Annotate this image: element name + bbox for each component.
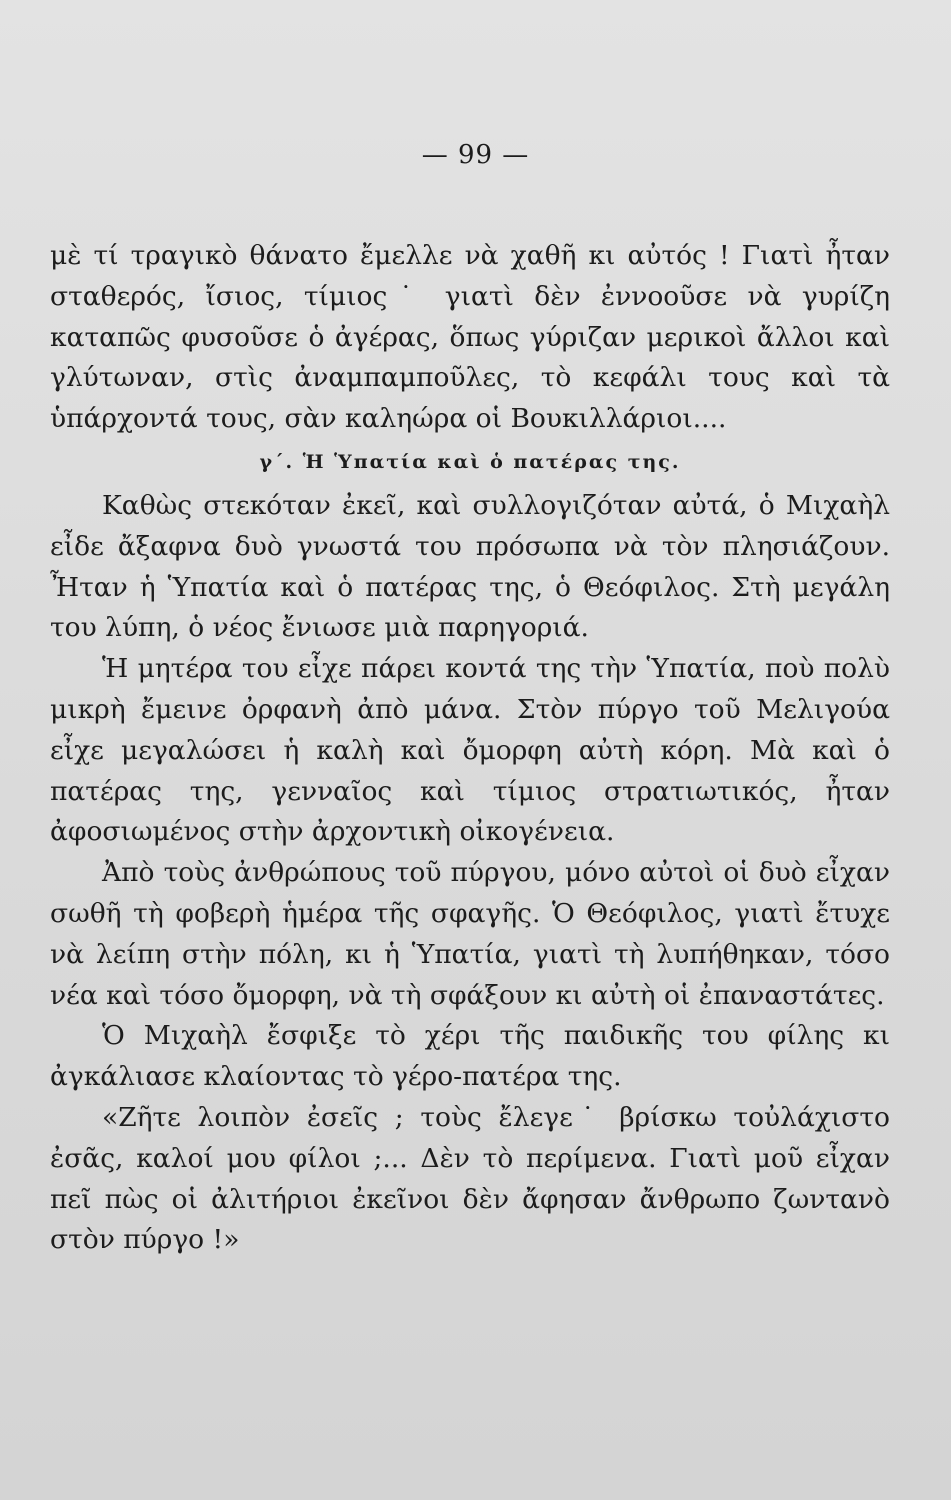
paragraph: Καθὼς στεκόταν ἐκεῖ, καὶ συλλογιζόταν αὐτά, ὁ Μιχαὴλ εἶδε ἄξαφνα δυὸ γνωστά του πρόσωπα νὰ τὸν πλησιάζουν. Ἦταν ἡ Ὑπατία καὶ ὁ πατέρας της, ὁ Θεόφιλος. Στὴ μεγάλη του λύπη, ὁ νέος ἔνιωσε μιὰ παρηγοριά. xyxy=(50,489,890,644)
paragraph: Ἀπὸ τοὺς ἀνθρώπους τοῦ πύργου, μόνο αὐτοὶ οἱ δυὸ εἶχαν σωθῆ τὴ φοβερὴ ἡμέρα τῆς σφαγῆς. Ὁ Θεόφιλος, γιατὶ ἔτυχε νὰ λείπη στὴν πόλη, κι ἡ Ὑπατία, γιατὶ τὴ λυπήθηκαν, τόσο νέα καὶ τόσο ὄμορφη, νὰ τὴ σφάξουν κι αὐτὴ οἱ ἐπαναστάτες. xyxy=(50,857,890,1011)
paragraph: Ἡ μητέρα του εἶχε πάρει κοντά της τὴν Ὑπατία, ποὺ πολὺ μικρὴ ἔμεινε ὀρφανὴ ἀπὸ μάνα. Στὸν πύργο τοῦ Μελιγούα εἶχε μεγαλώσει ἡ καλὴ καὶ ὄμορφη αὐτὴ κόρη. Μὰ καὶ ὁ πατέρας της, γενναῖος καὶ τίμιος στρατιωτικός, ἦταν ἀφοσιωμένος στὴν ἀρχοντικὴ οἰκογένεια. xyxy=(50,653,890,848)
paragraph: Ὁ Μιχαὴλ ἔσφιξε τὸ χέρι τῆς παιδικῆς του φίλης κι ἀγκάλιασε κλαίοντας τὸ γέρο-πατέρα της. xyxy=(50,1020,890,1093)
paragraph-continuation: μὲ τί τραγικὸ θάνατο ἔμελλε νὰ χαθῆ κι αὐτός ! Γιατὶ ἦταν σταθερός, ἴσιος, τίμιος˙ γιατὶ δὲν ἐννοοῦσε νὰ γυρίζη καταπῶς φυσοῦσε ὁ ἀγέρας, ὅπως γύριζαν μερικοὶ ἄλλοι καὶ γλύτωναν, στὶς ἀναμπαμποῦλες, τὸ κεφάλι τους καὶ τὰ ὑπάρχοντά τους, σὰν καληώρα οἱ Βουκιλλάριοι.... xyxy=(50,240,890,435)
body-text xyxy=(50,236,890,1261)
section-heading: γ΄. Ἡ Ὑπατία καὶ ὁ πατέρας της. xyxy=(259,450,681,473)
page-number: — 99 — xyxy=(421,140,530,170)
paragraph-quote: «Ζῆτε λοιπὸν ἐσεῖς ; τοὺς ἔλεγε˙ βρίσκω τοὐλάχιστο ἐσᾶς, καλοί μου φίλοι ;... Δὲν τὸ περίμενα. Γιατὶ μοῦ εἶχαν πεῖ πὼς οἱ ἀλιτήριοι ἐκεῖνοι δὲν ἄφησαν ἄνθρωπο ζωντανὸ στὸν πύργο !» xyxy=(50,1101,890,1256)
